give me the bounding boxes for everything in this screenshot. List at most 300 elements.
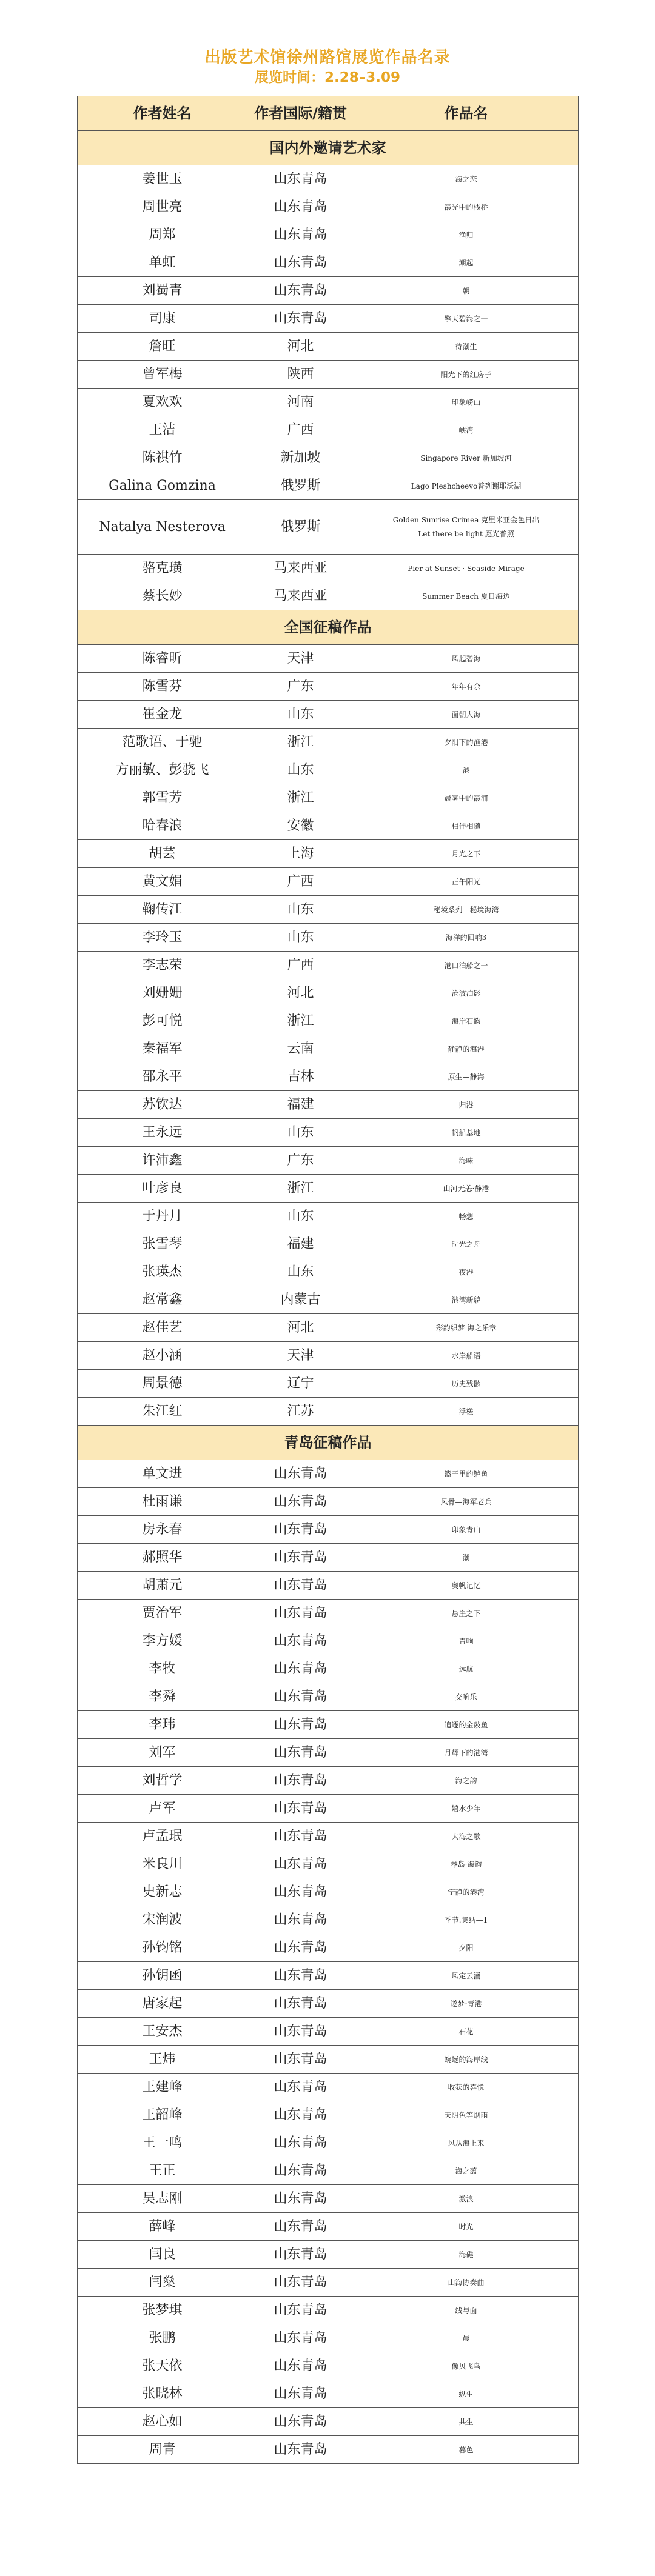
author-origin-cell: 山东青岛 <box>247 2297 354 2324</box>
table-row <box>78 1823 579 1850</box>
author-name-cell: 邵永平 <box>78 1063 247 1091</box>
table-row <box>78 1544 579 1572</box>
section-row <box>78 610 579 645</box>
table-row <box>78 1203 579 1230</box>
author-origin-cell: 河南 <box>247 389 354 416</box>
work-title: Singapore River 新加坡河 <box>420 453 512 462</box>
work-title-cell <box>354 165 579 193</box>
table-row <box>78 249 579 277</box>
author-origin-cell: 山东青岛 <box>247 1544 354 1572</box>
work-title-cell <box>354 979 579 1007</box>
work-title: 年年有余 <box>451 682 481 691</box>
author-origin-cell: 山东青岛 <box>247 1488 354 1516</box>
work-title: 海洋的回响3 <box>445 933 487 942</box>
author-name-cell: 郝照华 <box>78 1544 247 1572</box>
author-origin-cell: 山东青岛 <box>247 2046 354 2074</box>
table-row <box>78 2213 579 2241</box>
work-title: 悬崖之下 <box>451 1609 481 1618</box>
work-title-cell <box>354 1091 579 1119</box>
work-title-cell <box>354 2352 579 2380</box>
author-name-cell: 周世亮 <box>78 193 247 221</box>
table-row <box>78 2324 579 2352</box>
author-origin-cell: 马来西亚 <box>247 582 354 610</box>
author-name-cell: 方丽敏、彭骁飞 <box>78 756 247 784</box>
table-row <box>78 1398 579 1426</box>
work-title: 海岸石韵 <box>451 1016 481 1026</box>
table-row <box>78 416 579 444</box>
author-origin-cell: 山东青岛 <box>247 1655 354 1683</box>
work-title-cell <box>354 2241 579 2269</box>
work-title-cell <box>354 1934 579 1962</box>
author-name-cell: 王永远 <box>78 1119 247 1147</box>
work-title: 擎天碧海之一 <box>444 314 488 323</box>
author-name-cell: 宋润波 <box>78 1906 247 1934</box>
author-name-cell: 刘哲学 <box>78 1767 247 1795</box>
work-title-cell <box>354 784 579 812</box>
table-row <box>78 472 579 500</box>
table-row <box>78 2241 579 2269</box>
author-name-cell: 郭雪芳 <box>78 784 247 812</box>
author-origin-cell: 陕西 <box>247 361 354 389</box>
table-row <box>78 500 579 555</box>
author-name-cell: 唐家起 <box>78 1990 247 2018</box>
author-name-cell: 胡芸 <box>78 840 247 868</box>
author-name-cell: 秦福军 <box>78 1035 247 1063</box>
author-name-cell: 陈睿昕 <box>78 645 247 673</box>
table-row <box>78 1850 579 1878</box>
work-title: 港 <box>462 766 470 775</box>
work-title-cell <box>354 2213 579 2241</box>
author-name-cell: 范歌语、于驰 <box>78 729 247 756</box>
table-row <box>78 2018 579 2046</box>
work-title: 秘境系列—秘境海湾 <box>433 905 499 914</box>
author-name-cell: 卢孟珉 <box>78 1823 247 1850</box>
author-origin-cell: 福建 <box>247 1091 354 1119</box>
work-title-cell <box>354 1230 579 1258</box>
work-title-cell <box>354 1906 579 1934</box>
work-title-cell <box>354 1119 579 1147</box>
work-title-cell <box>354 1147 579 1175</box>
author-name-cell: 王正 <box>78 2157 247 2185</box>
work-title: 宁静的港湾 <box>448 1887 485 1897</box>
author-name-cell: 周景德 <box>78 1370 247 1398</box>
author-name-cell: 王安杰 <box>78 2018 247 2046</box>
table-row <box>78 2297 579 2324</box>
work-title-cell <box>354 701 579 729</box>
table-row <box>78 2352 579 2380</box>
work-title-cell <box>354 1342 579 1370</box>
table-row <box>78 1370 579 1398</box>
work-title: Summer Beach 夏日海边 <box>422 592 510 601</box>
author-name-cell: 刘蜀青 <box>78 277 247 305</box>
author-origin-cell: 天津 <box>247 1342 354 1370</box>
author-name-cell: 李舜 <box>78 1683 247 1711</box>
author-origin-cell: 山东青岛 <box>247 2213 354 2241</box>
work-title: 水岸船语 <box>451 1351 481 1360</box>
work-title-cell <box>354 2101 579 2129</box>
author-origin-cell: 山东 <box>247 1258 354 1286</box>
work-title: 风起碧海 <box>451 654 481 663</box>
work-title-cell <box>354 2436 579 2464</box>
work-title-cell <box>354 1398 579 1426</box>
author-name-cell: 哈春浪 <box>78 812 247 840</box>
work-title-cell <box>354 444 579 472</box>
author-name-cell: 于丹月 <box>78 1203 247 1230</box>
author-origin-cell: 山东青岛 <box>247 2018 354 2046</box>
author-name-cell: 赵佳艺 <box>78 1314 247 1342</box>
author-name-cell: 詹旺 <box>78 333 247 361</box>
author-name-cell: 彭可悦 <box>78 1007 247 1035</box>
author-name-cell: 张雪琴 <box>78 1230 247 1258</box>
work-title-cell <box>354 1962 579 1990</box>
section-title: 青岛征稿作品 <box>78 1426 579 1460</box>
work-title: 琴岛·海韵 <box>450 1860 482 1869</box>
author-origin-cell: 河北 <box>247 333 354 361</box>
table-row <box>78 868 579 896</box>
author-origin-cell: 山东青岛 <box>247 2324 354 2352</box>
author-name-cell: Galina Gomzina <box>78 472 247 500</box>
work-title: 朝 <box>462 286 470 295</box>
work-title-cell <box>354 645 579 673</box>
author-name-cell: 周青 <box>78 2436 247 2464</box>
work-title-cell <box>354 305 579 333</box>
author-origin-cell: 山东青岛 <box>247 2436 354 2464</box>
table-row <box>78 1600 579 1627</box>
table-row <box>78 361 579 389</box>
author-name-cell: 米良川 <box>78 1850 247 1878</box>
table-row <box>78 1962 579 1990</box>
author-origin-cell: 山东青岛 <box>247 2074 354 2101</box>
author-origin-cell: 天津 <box>247 645 354 673</box>
work-title-cell <box>354 2018 579 2046</box>
work-title: 海之蕴 <box>455 2166 477 2175</box>
table-body <box>78 131 579 2464</box>
table-row <box>78 729 579 756</box>
section-title: 国内外邀请艺术家 <box>78 131 579 165</box>
author-name-cell: 姜世玉 <box>78 165 247 193</box>
work-title: 峡湾 <box>458 425 474 435</box>
work-title-cell <box>354 221 579 249</box>
work-title-cell <box>354 2046 579 2074</box>
author-name-cell: 张瑛杰 <box>78 1258 247 1286</box>
table-row <box>78 1258 579 1286</box>
author-origin-cell: 辽宁 <box>247 1370 354 1398</box>
author-origin-cell: 山东 <box>247 756 354 784</box>
work-title: 时光 <box>458 2222 474 2231</box>
work-title-cell <box>354 2380 579 2408</box>
table-row <box>78 2101 579 2129</box>
author-origin-cell: 山东 <box>247 924 354 952</box>
work-title: 彩韵织梦 海之乐章 <box>435 1323 497 1332</box>
author-name-cell: 司康 <box>78 305 247 333</box>
author-origin-cell: 山东青岛 <box>247 2101 354 2129</box>
author-origin-cell: 山东青岛 <box>247 193 354 221</box>
table-row <box>78 896 579 924</box>
work-title-cell <box>354 2408 579 2436</box>
author-name-cell: 李方媛 <box>78 1627 247 1655</box>
work-title-cell <box>354 840 579 868</box>
column-header-origin: 作者国际/籍贯 <box>247 96 354 131</box>
works-table-container <box>77 96 578 2464</box>
author-origin-cell: 山东青岛 <box>247 2380 354 2408</box>
author-origin-cell: 俄罗斯 <box>247 472 354 500</box>
work-title: Pier at Sunset · Seaside Mirage <box>408 564 525 573</box>
author-name-cell: 杜雨谦 <box>78 1488 247 1516</box>
author-origin-cell: 山东青岛 <box>247 1850 354 1878</box>
author-origin-cell: 安徽 <box>247 812 354 840</box>
work-title-cell <box>354 249 579 277</box>
author-name-cell: 朱江红 <box>78 1398 247 1426</box>
work-title: 月辉下的港湾 <box>444 1748 488 1757</box>
work-title-cell <box>354 756 579 784</box>
table-row <box>78 2157 579 2185</box>
table-row <box>78 784 579 812</box>
table-row <box>78 333 579 361</box>
table-row <box>78 673 579 701</box>
author-origin-cell: 山东青岛 <box>247 1823 354 1850</box>
work-title: Golden Sunrise Crimea 克里米亚金色日出 <box>392 516 540 524</box>
author-name-cell: 刘军 <box>78 1739 247 1767</box>
work-title: 篮子里的鲈鱼 <box>444 1469 488 1478</box>
work-title: 静静的海港 <box>448 1044 485 1053</box>
work-title-cell <box>354 1683 579 1711</box>
work-title: 夕阳 <box>458 1943 474 1952</box>
work-title-cell <box>354 2324 579 2352</box>
work-title: 季节.集结—1 <box>444 1915 488 1924</box>
page-title: 出版艺术馆徐州路馆展览作品名录 <box>204 48 451 67</box>
work-title-cell <box>354 1314 579 1342</box>
author-origin-cell: 广西 <box>247 868 354 896</box>
table-row <box>78 1878 579 1906</box>
work-title-cell <box>354 361 579 389</box>
table-row <box>78 1795 579 1823</box>
table-row <box>78 444 579 472</box>
table-row <box>78 756 579 784</box>
section-row <box>78 131 579 165</box>
author-name-cell: 鞠传江 <box>78 896 247 924</box>
work-title-cell <box>354 1258 579 1286</box>
author-origin-cell: 河北 <box>247 979 354 1007</box>
author-name-cell: 张晓林 <box>78 2380 247 2408</box>
author-origin-cell: 福建 <box>247 1230 354 1258</box>
work-title-cell <box>354 812 579 840</box>
work-title: 畅想 <box>458 1212 474 1221</box>
author-name-cell: 单虹 <box>78 249 247 277</box>
table-row <box>78 1091 579 1119</box>
author-origin-cell: 山东青岛 <box>247 221 354 249</box>
section-row <box>78 1426 579 1460</box>
column-header-author: 作者姓名 <box>78 96 247 131</box>
author-origin-cell: 浙江 <box>247 1007 354 1035</box>
work-title: 潮 <box>462 1553 470 1562</box>
table-row <box>78 2129 579 2157</box>
work-title: 印象青山 <box>451 1525 481 1534</box>
author-name-cell: 夏欢欢 <box>78 389 247 416</box>
author-name-cell: 贾治军 <box>78 1600 247 1627</box>
work-title: 青响 <box>458 1637 474 1646</box>
table-row <box>78 1488 579 1516</box>
table-row <box>78 924 579 952</box>
table-row <box>78 1342 579 1370</box>
author-name-cell: 张鹏 <box>78 2324 247 2352</box>
author-origin-cell: 山东青岛 <box>247 1990 354 2018</box>
work-title: 收获的喜悦 <box>448 2083 485 2092</box>
work-title: 追逐的金鼓鱼 <box>444 1720 488 1729</box>
author-name-cell: 李牧 <box>78 1655 247 1683</box>
author-name-cell: Natalya Nesterova <box>78 500 247 555</box>
work-title: 港湾新貌 <box>451 1295 481 1304</box>
work-title: 港口泊船之一 <box>444 961 488 970</box>
author-origin-cell: 山东青岛 <box>247 1627 354 1655</box>
table-row <box>78 2185 579 2213</box>
work-title-cell <box>354 1627 579 1655</box>
author-name-cell: 陈祺竹 <box>78 444 247 472</box>
author-origin-cell: 山东青岛 <box>247 1516 354 1544</box>
author-origin-cell: 云南 <box>247 1035 354 1063</box>
table-row <box>78 2046 579 2074</box>
table-row <box>78 277 579 305</box>
work-title-cell <box>354 673 579 701</box>
work-title: 渔归 <box>458 230 474 239</box>
work-title-cell <box>354 1823 579 1850</box>
table-row <box>78 1230 579 1258</box>
table-row <box>78 555 579 582</box>
author-origin-cell: 山东青岛 <box>247 1460 354 1488</box>
work-title-cell <box>354 416 579 444</box>
work-title-cell <box>354 868 579 896</box>
work-title-cell <box>354 1175 579 1203</box>
author-name-cell: 许沛鑫 <box>78 1147 247 1175</box>
author-origin-cell: 山东 <box>247 701 354 729</box>
work-title: 夕阳下的渔港 <box>444 738 488 747</box>
author-origin-cell: 山东青岛 <box>247 1683 354 1711</box>
work-title-cell <box>354 582 579 610</box>
work-title-cell <box>354 1544 579 1572</box>
work-title-cell <box>354 1655 579 1683</box>
work-title: 浮槎 <box>458 1407 474 1416</box>
table-row <box>78 2436 579 2464</box>
author-origin-cell: 山东青岛 <box>247 1795 354 1823</box>
works-table <box>77 96 579 2464</box>
author-name-cell: 黄文娟 <box>78 868 247 896</box>
work-title: 风从海上来 <box>448 2138 485 2147</box>
author-name-cell: 吴志刚 <box>78 2185 247 2213</box>
work-title: Let there be light 愿光普照 <box>357 527 576 541</box>
table-row <box>78 1767 579 1795</box>
author-origin-cell: 山东青岛 <box>247 2157 354 2185</box>
table-row <box>78 1934 579 1962</box>
table-row <box>78 1063 579 1091</box>
author-origin-cell: 内蒙古 <box>247 1286 354 1314</box>
table-row <box>78 701 579 729</box>
work-title: 线与面 <box>455 2306 477 2315</box>
table-row <box>78 1683 579 1711</box>
work-title-cell <box>354 1488 579 1516</box>
author-origin-cell: 山东青岛 <box>247 1767 354 1795</box>
table-row <box>78 1314 579 1342</box>
table-row <box>78 389 579 416</box>
work-title-cell <box>354 1460 579 1488</box>
work-title: 历史残骸 <box>451 1379 481 1388</box>
work-title-cell <box>354 952 579 979</box>
work-title: 共生 <box>458 2417 474 2426</box>
author-origin-cell: 山东 <box>247 1119 354 1147</box>
author-name-cell: 薛峰 <box>78 2213 247 2241</box>
author-name-cell: 张梦琪 <box>78 2297 247 2324</box>
work-title-cell <box>354 1767 579 1795</box>
table-row <box>78 1990 579 2018</box>
work-title-cell <box>354 1600 579 1627</box>
work-title: 帆船基地 <box>451 1128 481 1137</box>
author-name-cell: 苏钦达 <box>78 1091 247 1119</box>
author-origin-cell: 山东 <box>247 896 354 924</box>
exhibition-dates: 展览时间：2.28–3.09 <box>255 70 400 85</box>
author-origin-cell: 山东青岛 <box>247 1600 354 1627</box>
work-title: 风骨—海军老兵 <box>440 1497 492 1506</box>
work-title: 交响乐 <box>455 1692 477 1701</box>
author-name-cell: 王洁 <box>78 416 247 444</box>
work-title: 印象崂山 <box>451 398 481 407</box>
work-title: 海之恋 <box>455 175 477 184</box>
table-row <box>78 1516 579 1544</box>
work-title-cell <box>354 1007 579 1035</box>
work-title: 天阴色等烟雨 <box>444 2111 488 2120</box>
author-name-cell: 单文进 <box>78 1460 247 1488</box>
work-title-cell <box>354 2074 579 2101</box>
work-title: 蜿蜒的海岸线 <box>444 2055 488 2064</box>
work-title: 原生—静海 <box>448 1072 485 1081</box>
table-row <box>78 1711 579 1739</box>
author-name-cell: 张天依 <box>78 2352 247 2380</box>
author-origin-cell: 浙江 <box>247 1175 354 1203</box>
work-title-cell <box>354 1878 579 1906</box>
work-title-cell <box>354 1286 579 1314</box>
work-title-cell <box>354 472 579 500</box>
work-title: 海礁 <box>458 2250 474 2259</box>
author-name-cell: 闫燊 <box>78 2269 247 2297</box>
author-origin-cell: 山东青岛 <box>247 1572 354 1600</box>
table-row <box>78 221 579 249</box>
author-name-cell: 李志荣 <box>78 952 247 979</box>
table-row <box>78 1655 579 1683</box>
author-origin-cell: 广东 <box>247 673 354 701</box>
author-name-cell: 孙钥函 <box>78 1962 247 1990</box>
work-title: 遂梦·青港 <box>450 1999 482 2008</box>
author-name-cell: 王韶峰 <box>78 2101 247 2129</box>
author-origin-cell: 广西 <box>247 952 354 979</box>
work-title-cell <box>354 2185 579 2213</box>
work-title: 面朝大海 <box>451 710 481 719</box>
author-name-cell: 赵常鑫 <box>78 1286 247 1314</box>
column-header-work: 作品名 <box>354 96 579 131</box>
table-row <box>78 645 579 673</box>
table-row <box>78 1147 579 1175</box>
author-origin-cell: 广西 <box>247 416 354 444</box>
author-origin-cell: 山东青岛 <box>247 1962 354 1990</box>
author-origin-cell: 山东青岛 <box>247 1906 354 1934</box>
author-name-cell: 陈雪芬 <box>78 673 247 701</box>
author-name-cell: 赵小涵 <box>78 1342 247 1370</box>
author-origin-cell: 山东青岛 <box>247 1711 354 1739</box>
work-title-cell <box>354 277 579 305</box>
author-name-cell: 王一鸣 <box>78 2129 247 2157</box>
table-row <box>78 1460 579 1488</box>
work-title: 夜港 <box>458 1267 474 1276</box>
author-name-cell: 周郑 <box>78 221 247 249</box>
author-name-cell: 卢军 <box>78 1795 247 1823</box>
table-row <box>78 165 579 193</box>
work-title-cell <box>354 1711 579 1739</box>
